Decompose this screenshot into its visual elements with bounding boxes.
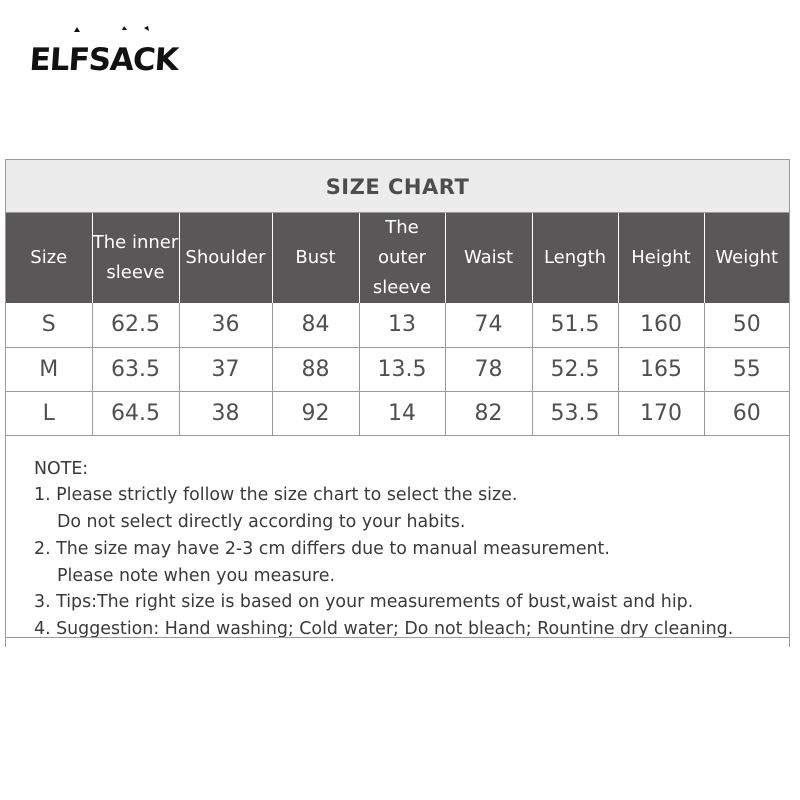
column-header-text: Bust: [295, 247, 336, 268]
logo-wordmark: ELFSACK: [28, 42, 179, 78]
column-header-text: Size: [30, 247, 68, 268]
column-header: [359, 213, 445, 303]
column-header-text: Height: [631, 247, 691, 268]
column-header: [179, 213, 272, 303]
measurement-cell: 78: [445, 347, 532, 391]
brand-logo: [28, 26, 179, 78]
size-table: [6, 213, 789, 436]
measurement-cell: 84: [272, 303, 359, 347]
table-row: [6, 391, 789, 435]
size-label-cell: S: [6, 303, 92, 347]
table-header-row: [6, 213, 789, 303]
note-line: 3. Tips:The right size is based on your measurements of bust,waist and hip.: [34, 592, 694, 613]
table-row: [6, 303, 789, 347]
chart-title: SIZE CHART: [325, 175, 470, 199]
measurement-cell: 13.5: [359, 347, 445, 391]
note-line: Please note when you measure.: [57, 565, 336, 586]
column-header: [6, 213, 92, 303]
column-header: [704, 213, 789, 303]
measurement-cell: 53.5: [532, 391, 618, 435]
measurement-cell: 60: [704, 391, 789, 435]
column-header: [532, 213, 618, 303]
size-label-cell: L: [6, 391, 92, 435]
measurement-cell: 13: [359, 303, 445, 347]
measurement-cell: 36: [179, 303, 272, 347]
column-header-text: Shoulder: [185, 247, 266, 268]
column-header: [272, 213, 359, 303]
notes-heading: NOTE:: [34, 458, 89, 479]
measurement-cell: 55: [704, 347, 789, 391]
measurement-cell: 51.5: [532, 303, 618, 347]
measurement-cell: 14: [359, 391, 445, 435]
measurement-cell: 50: [704, 303, 789, 347]
measurement-cell: 74: [445, 303, 532, 347]
measurement-cell: 92: [272, 391, 359, 435]
column-header: [618, 213, 704, 303]
measurement-cell: 37: [179, 347, 272, 391]
size-label-cell: M: [6, 347, 92, 391]
table-body: [6, 303, 789, 435]
column-header-text: sleeve: [106, 262, 165, 283]
column-header-text: Length: [543, 247, 607, 268]
table-row: [6, 347, 789, 391]
measurement-cell: 63.5: [92, 347, 179, 391]
note-line: 2. The size may have 2-3 cm differs due to manual measurement.: [34, 538, 610, 559]
measurement-cell: 160: [618, 303, 704, 347]
column-header: [445, 213, 532, 303]
note-line: Do not select directly according to your habits.: [57, 512, 466, 533]
measurement-cell: 64.5: [92, 391, 179, 435]
notes-section: [6, 436, 789, 644]
measurement-cell: 88: [272, 347, 359, 391]
elfsack-logo-icon: [28, 26, 179, 78]
measurement-cell: 38: [179, 391, 272, 435]
measurement-cell: 82: [445, 391, 532, 435]
column-header-text: Waist: [463, 247, 514, 268]
measurement-cell: 170: [618, 391, 704, 435]
column-header-text: Weight: [715, 247, 779, 268]
note-line: 4. Suggestion: Hand washing; Cold water; Do not bleach; Rountine dry cleaning.: [34, 619, 734, 640]
column-header-text: sleeve: [372, 277, 432, 298]
measurement-cell: 52.5: [532, 347, 618, 391]
column-header: [92, 213, 179, 303]
note-line: 1. Please strictly follow the size chart to select the size.: [34, 485, 518, 506]
measurement-cell: 165: [618, 347, 704, 391]
chart-title-bar: [6, 160, 789, 213]
column-header-text: The inner: [92, 232, 179, 253]
measurement-cell: 62.5: [92, 303, 179, 347]
column-header-text: The outer: [378, 217, 426, 268]
size-chart: [5, 159, 790, 647]
chart-bottom-divider: [6, 637, 789, 647]
